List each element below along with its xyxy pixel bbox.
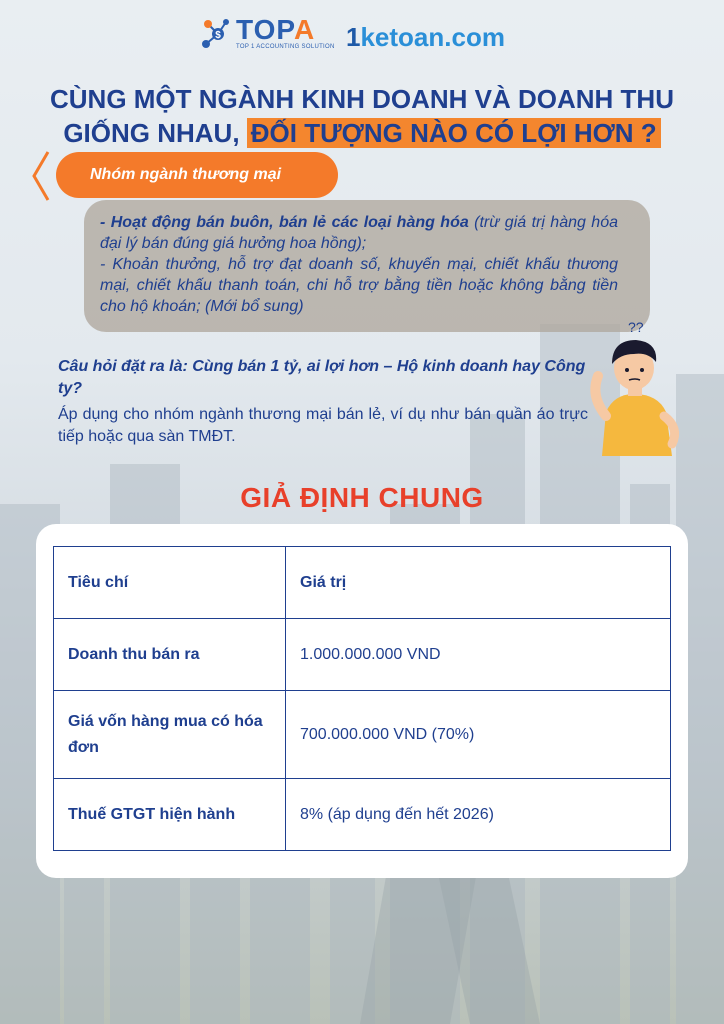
- group-description-box: [84, 200, 650, 332]
- table-header-value: Giá trị: [286, 547, 671, 619]
- group-line1-rest: (trừ giá trị hàng hóa đại lý bán đúng giá hưởng hoa hồng);: [100, 214, 619, 252]
- assumption-card: [36, 524, 688, 878]
- chevron-left-icon: [30, 150, 50, 202]
- headline-part1: CÙNG MỘT NGÀNH KINH DOANH VÀ DOANH THU GIỐNG NHAU,: [50, 84, 674, 148]
- assumption-table: [53, 546, 671, 851]
- table-cell: 700.000.000 VND (70%): [286, 691, 671, 779]
- table-cell: 8% (áp dụng đến hết 2026): [286, 779, 671, 851]
- topa-logo-text: TOPA: [236, 14, 316, 45]
- logo-bar: [0, 16, 724, 66]
- ketoan-logo: 1ketoan.com: [346, 22, 505, 52]
- table-cell: 1.000.000.000 VND: [286, 619, 671, 691]
- group-line1-bold: - Hoạt động bán buôn, bán lẻ các loại hàng hóa: [100, 214, 469, 231]
- group-label-pill: Nhóm ngành thương mại: [56, 152, 338, 198]
- table-header-row: [54, 547, 671, 619]
- table-cell: Thuế GTGT hiện hành: [54, 779, 286, 851]
- section-title: GIẢ ĐỊNH CHUNG: [240, 482, 484, 513]
- table-cell: Giá vốn hàng mua có hóa đơn: [54, 691, 286, 779]
- table-row: [54, 619, 671, 691]
- table-row: [54, 691, 671, 779]
- question-marks: ??: [628, 319, 644, 335]
- question-text: Câu hỏi đặt ra là: Cùng bán 1 tỷ, ai lợi hơn – Hộ kinh doanh hay Công ty?: [58, 358, 586, 397]
- table-row: [54, 779, 671, 851]
- table-header-criteria: Tiêu chí: [54, 547, 286, 619]
- page-headline: [20, 82, 704, 150]
- headline-highlight: ĐỐI TƯỢNG NÀO CÓ LỢI HƠN ?: [247, 118, 661, 148]
- topa-logo: [200, 16, 335, 50]
- apply-text: Áp dụng cho nhóm ngành thương mại bán lẻ, ví dụ như bán quần áo trực tiếp hoặc qua sàn TMĐT.: [58, 406, 588, 445]
- topa-tagline: TOP 1 ACCOUNTING SOLUTION: [236, 44, 335, 50]
- topa-network-icon: [200, 16, 232, 48]
- table-cell: Doanh thu bán ra: [54, 619, 286, 691]
- group-line2: - Khoản thưởng, hỗ trợ đạt doanh số, khuyến mại, chiết khấu thương mại, chiết khấu thanh toán, chi hỗ trợ bằng tiền hoặc không bằng tiền cho hộ khoán; (Mới bổ sung): [100, 256, 618, 315]
- thinking-person-illustration: [584, 316, 684, 456]
- svg-text:$: $: [215, 30, 221, 41]
